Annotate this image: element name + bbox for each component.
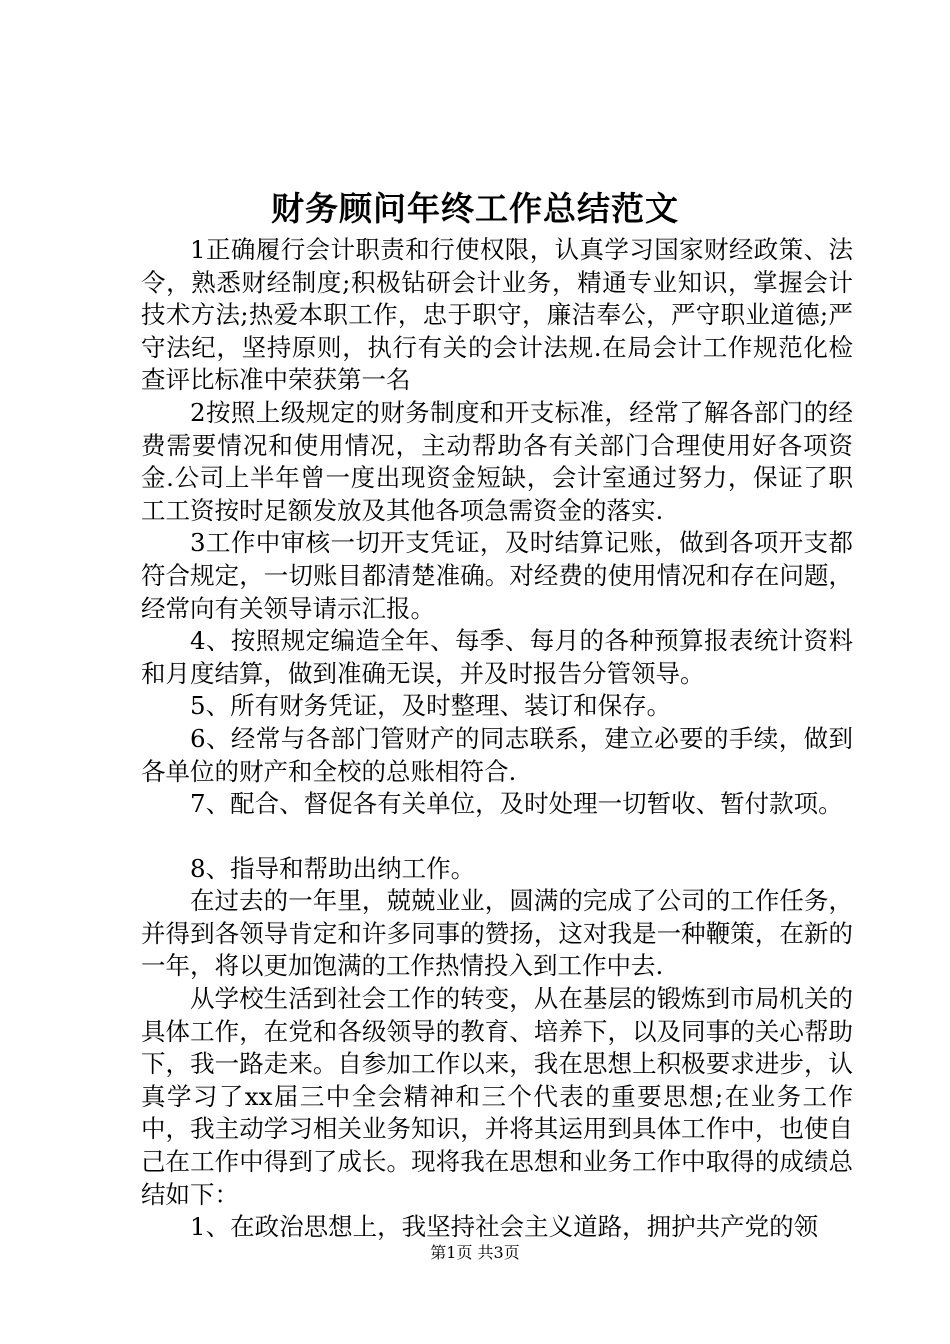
paragraph-5: 5、所有财务凭证，及时整理、装订和保存。 [190,691,672,721]
paragraph-7: 7、配合、督促各有关单位，及时处理一切暂收、暂付款项。 [190,789,843,819]
document-body [141,234,853,1244]
paragraph-2: 2按照上级规定的财务制度和开支标准，经常了解各部门的经费需要情况和使用情况，主动帮助各有关部门合理使用好各项资金.公司上半年曾一度出现资金短缺，会计室通过努力，保证了职工工资按时足额发放及其他各项急需资金的落实. [141,397,853,525]
paragraph-11: 1、在政治思想上，我坚持社会主义道路，拥护共产党的领 [190,1212,819,1242]
paragraph-6: 6、经常与各部门管财产的同志联系，建立必要的手续，做到各单位的财产和全校的总账相符合. [141,723,853,786]
document-title: 财务顾问年终工作总结范文 [271,189,679,228]
page-footer: 第1页 共3页 [430,1243,520,1262]
paragraph-9: 在过去的一年里，兢兢业业，圆满的完成了公司的工作任务，并得到各领导肯定和许多同事的赞扬，这对我是一种鞭策，在新的一年，将以更加饱满的工作热情投入到工作中去. [141,886,853,981]
paragraph-4: 4、按照规定编造全年、每季、每月的各种预算报表统计资料和月度结算，做到准确无误，并及时报告分管领导。 [141,626,853,688]
paragraph-1: 1正确履行会计职责和行使权限，认真学习国家财经政策、法令，熟悉财经制度;积极钻研会计业务，精通专业知识，掌握会计技术方法;热爱本职工作，忠于职守，廉洁奉公，严守职业道德;严守法纪，坚持原则，执行有关的会计法规.在局会计工作规范化检查评比标准中荣获第一名 [141,235,853,395]
paragraph-8: 8、指导和帮助出纳工作。 [190,853,476,883]
paragraph-3: 3工作中审核一切开支凭证，及时结算记账，做到各项开支都符合规定，一切账目都清楚准确。对经费的使用情况和存在问题，经常向有关领导请示汇报。 [141,528,853,623]
paragraph-10: 从学校生活到社会工作的转变，从在基层的锻炼到市局机关的具体工作，在党和各级领导的教育、培养下，以及同事的关心帮助下，我一路走来。自参加工作以来，我在思想上积极要求进步，认真学习了xx届三中全会精神和三个代表的重要思想;在业务工作中，我主动学习相关业务知识，并将其运用到具体工作中，也使自己在工作中得到了成长。现将我在思想和业务工作中取得的成绩总结如下： [141,984,853,1209]
